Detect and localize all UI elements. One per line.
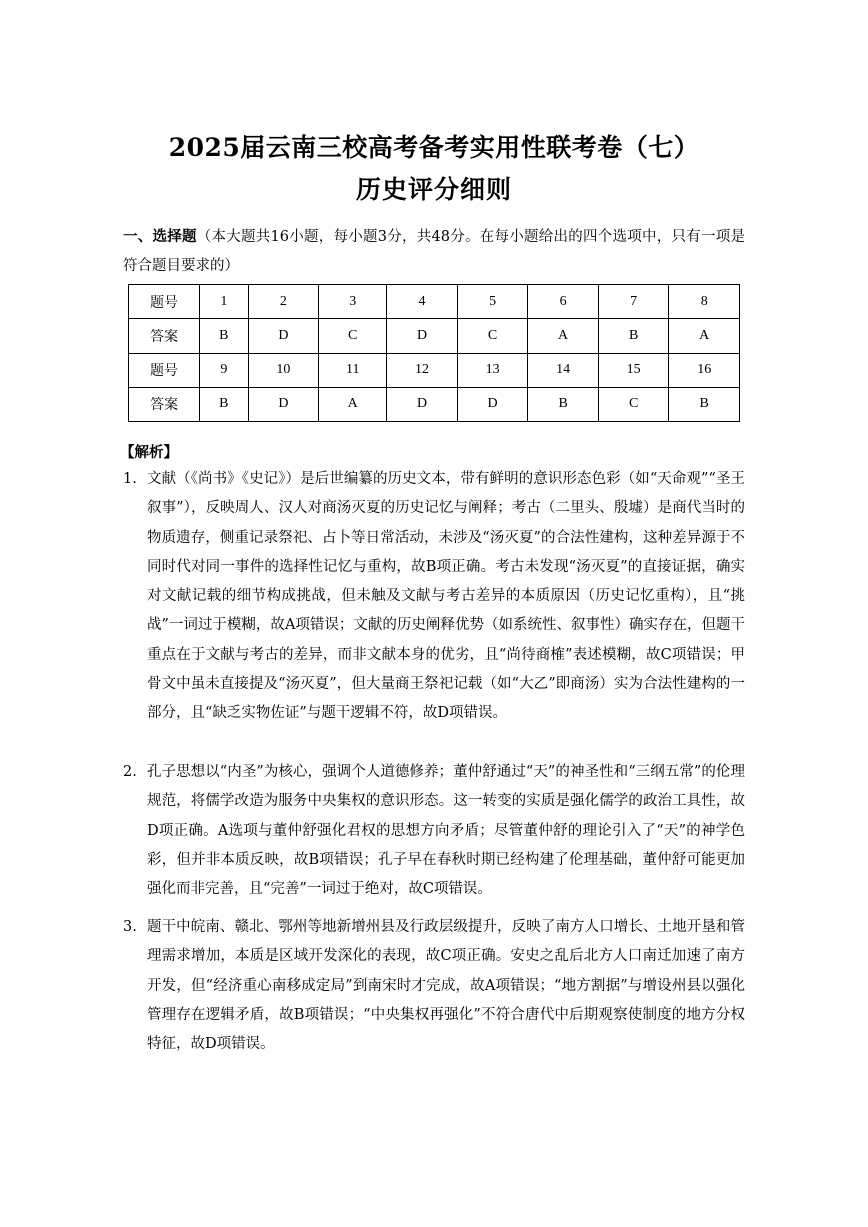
table-cell: B — [200, 319, 249, 353]
item-text: 文献（《尚书》《史记》）是后世编纂的历史文本，带有鲜明的意识形态色彩（如“天命观”“圣王叙事”），反映周人、汉人对商汤灭夏的历史记忆与阐释；考古（二里头、殷墟）是商代当时的物质遗存，侧重记录祭祀、占卜等日常活动，未涉及“汤灭夏”的合法性建构，这种差异源于不同时代对同一事件的选择性记忆与重构，故B项正确。考古未发现“汤灭夏”的直接证据，确实对文献记载的细节构成挑战，但未触及文献与考古差异的本质原因（历史记忆重构），且“挑战”一词过于模糊，故A项错误；文献的历史阐释优势（如系统性、叙事性）确实存在，但题干重点在于文献与考古的差异，而非文献本身的优劣，且“尚待商榷”表述模糊，故C项错误；甲骨文中虽未直接提及“汤灭夏”，但大量商王祭祀记载（如“大乙”即商汤）实为合法性建构的一部分，且“缺乏实物佐证”与题干逻辑不符，故D项错误。 — [147, 471, 745, 722]
table-cell: D — [457, 387, 528, 421]
table-cell: 6 — [528, 285, 599, 319]
row-label: 题号 — [129, 285, 200, 319]
table-cell: 4 — [387, 285, 458, 319]
row-label: 答案 — [129, 319, 200, 353]
table-cell: 8 — [669, 285, 740, 319]
item-number: 2. — [123, 764, 137, 780]
table-cell: B — [200, 387, 249, 421]
analysis-item — [123, 758, 745, 904]
table-cell: D — [387, 387, 458, 421]
section-description: （本大题共16小题，每小题3分，共48分。在每小题给出的四个选项中，只有一项是符合题目要求的） — [123, 229, 745, 274]
table-cell: 5 — [457, 285, 528, 319]
table-cell: A — [669, 319, 740, 353]
row-label: 答案 — [129, 387, 200, 421]
document-subtitle: 历史评分细则 — [355, 175, 512, 204]
answer-table — [128, 284, 740, 422]
table-cell: 15 — [598, 353, 669, 387]
table-cell: B — [669, 387, 740, 421]
table-cell: 2 — [248, 285, 319, 319]
item-text: 题干中皖南、赣北、鄂州等地新增州县及行政层级提升，反映了南方人口增长、土地开垦和管理需求增加，本质是区域开发深化的表现，故C项正确。安史之乱后北方人口南迁加速了南方开发，但“经济重心南移成定局”到南宋时才完成，故A项错误；“地方割据”与增设州县以强化管理存在逻辑矛盾，故B项错误；“中央集权再强化”不符合唐代中后期观察使制度的地方分权特征，故D项错误。 — [147, 919, 745, 1053]
table-cell: 12 — [387, 353, 458, 387]
table-cell: 11 — [319, 353, 387, 387]
table-cell: B — [528, 387, 599, 421]
analysis-item — [123, 465, 745, 729]
table-row — [129, 319, 740, 353]
item-number: 3. — [123, 919, 137, 935]
table-cell: C — [457, 319, 528, 353]
table-cell: 1 — [200, 285, 249, 319]
table-cell: 13 — [457, 353, 528, 387]
section-heading: 一、选择题 — [123, 228, 197, 245]
table-cell: 16 — [669, 353, 740, 387]
table-cell: D — [387, 319, 458, 353]
table-row — [129, 353, 740, 387]
table-cell: 3 — [319, 285, 387, 319]
table-cell: A — [528, 319, 599, 353]
analysis-item — [123, 913, 745, 1059]
table-cell: 14 — [528, 353, 599, 387]
table-cell: 7 — [598, 285, 669, 319]
table-cell: D — [248, 387, 319, 421]
table-row — [129, 285, 740, 319]
table-cell: 9 — [200, 353, 249, 387]
table-cell: A — [319, 387, 387, 421]
table-cell: D — [248, 319, 319, 353]
analysis-heading: 【解析】 — [120, 444, 178, 461]
item-text: 孔子思想以“内圣”为核心，强调个人道德修养；董仲舒通过“天”的神圣性和“三纲五常”的伦理规范，将儒学改造为服务中央集权的意识形态。这一转变的实质是强化儒学的政治工具性，故D项正确。A选项与董仲舒强化君权的思想方向矛盾；尽管董仲舒的理论引入了“天”的神学色彩，但并非本质反映，故B项错误；孔子早在春秋时期已经构建了伦理基础，董仲舒可能更加强化而非完善，且“完善”一词过于绝对，故C项错误。 — [147, 764, 745, 898]
table-row — [129, 387, 740, 421]
section-intro — [123, 222, 745, 281]
table-cell: C — [598, 387, 669, 421]
item-number: 1. — [123, 471, 137, 487]
table-cell: 10 — [248, 353, 319, 387]
table-cell: B — [598, 319, 669, 353]
table-cell: C — [319, 319, 387, 353]
document-title: 2025届云南三校高考备考实用性联考卷（七） — [168, 133, 700, 162]
row-label: 题号 — [129, 353, 200, 387]
